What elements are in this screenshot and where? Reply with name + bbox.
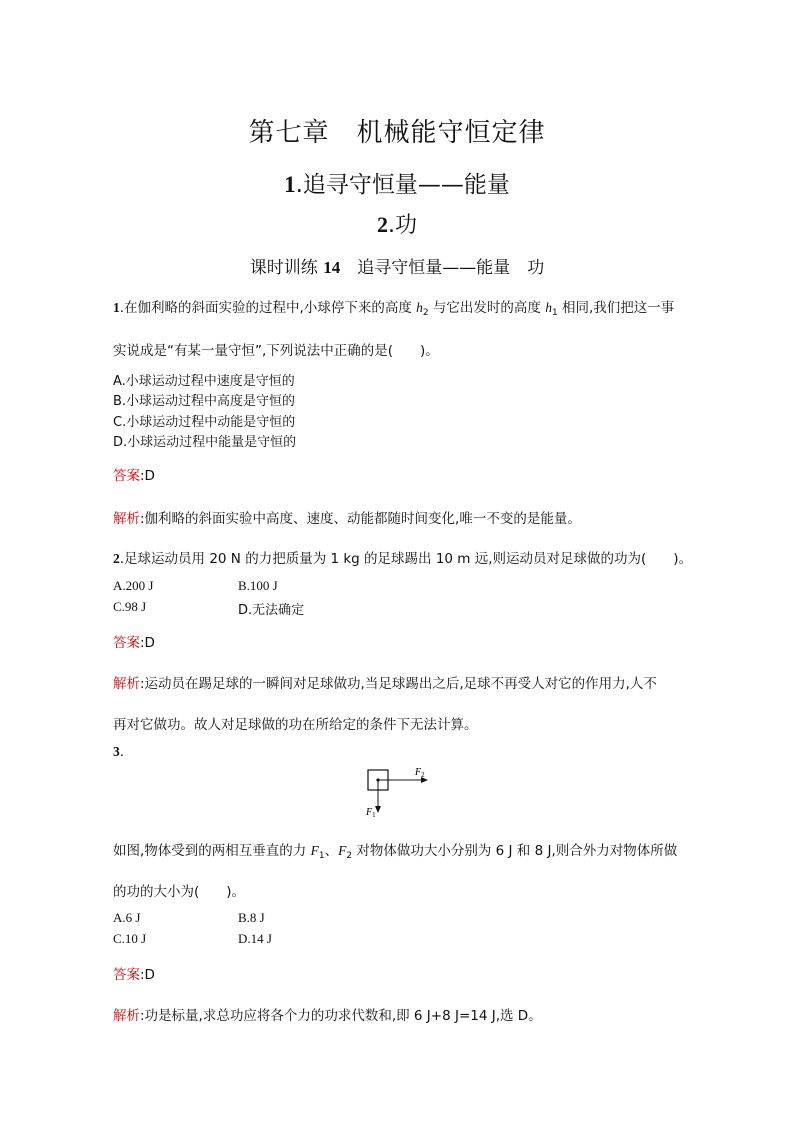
separator: 、: [324, 843, 339, 859]
q3-option-a: A.6 J: [113, 910, 141, 925]
force-f1-arrowhead: [375, 806, 381, 813]
section-text: .功: [388, 213, 417, 238]
question-number: 3: [113, 744, 120, 759]
answer-value: :D: [140, 468, 155, 484]
q2-analysis-line1: [113, 672, 657, 692]
q2-option-a: A.200 J: [113, 578, 154, 593]
q1-answer: [113, 464, 155, 484]
symbol-h: h: [545, 300, 552, 315]
subscript: 2: [422, 308, 429, 318]
lesson-number: 14: [323, 258, 341, 277]
analysis-label: 解析: [113, 511, 140, 527]
question-number: 2: [113, 551, 120, 566]
label-f2: $F_2$: [415, 767, 425, 779]
section-title-2: [0, 208, 794, 239]
analysis-text: :功是标量,求总功应将各个力的功求代数和,即 6 J+8 J=14 J,选 D。: [140, 1008, 542, 1024]
q2-stem: [113, 547, 692, 567]
subscript: 1: [551, 308, 558, 318]
q2-option-d: D.无法确定: [238, 603, 305, 618]
q3-analysis: [113, 1004, 542, 1024]
q1-text: 相同,我们把这一事: [557, 300, 675, 316]
lesson-suffix: 追寻守恒量——能量 功: [340, 258, 545, 278]
q2-analysis-line2: 再对它做功。故人对足球做的功在所给定的条件下无法计算。: [113, 717, 478, 733]
lesson-title: [0, 253, 794, 278]
q1-option-a: A.小球运动过程中速度是守恒的: [113, 374, 295, 389]
symbol-f: F: [338, 843, 347, 858]
symbol-h: h: [416, 300, 423, 315]
answer-label: 答案: [113, 635, 140, 651]
section-title-1: [0, 166, 794, 199]
answer-value: :D: [140, 635, 155, 651]
q2-answer: [113, 631, 155, 651]
question-dot: .: [119, 744, 125, 760]
subscript: 2: [346, 851, 353, 861]
q3-option-d: D.14 J: [238, 931, 272, 946]
q1-option-d: D.小球运动过程中能量是守恒的: [113, 435, 297, 450]
chapter-title: 第七章 机械能守恒定律: [248, 118, 546, 148]
section-text: .追寻守恒量——能量: [295, 172, 510, 198]
q1-stem-line2: 实说成是“有某一量守恒”,下列说法中正确的是( )。: [113, 343, 439, 359]
q1-text: 与它出发时的高度: [428, 300, 546, 316]
analysis-text: :伽利略的斜面实验中高度、速度、动能都随时间变化,唯一不变的是能量。: [140, 511, 581, 527]
analysis-text: :运动员在踢足球的一瞬间对足球做功,当足球踢出之后,足球不再受人对它的作用力,人不: [140, 676, 657, 692]
subscript: 1: [318, 851, 325, 861]
force-diagram: [360, 765, 440, 821]
lesson-prefix: 课时训练: [249, 258, 324, 278]
q1-stem-line1: [113, 296, 674, 316]
q3-stem-line1: [113, 839, 677, 859]
q3-number: [113, 744, 124, 760]
q3-answer: [113, 963, 155, 983]
q1-analysis: [113, 507, 581, 527]
q2-option-b: B.100 J: [238, 578, 278, 593]
q1-option-b: B.小球运动过程中高度是守恒的: [113, 394, 296, 409]
analysis-label: 解析: [113, 1008, 140, 1024]
answer-value: :D: [140, 967, 155, 983]
q1-option-c: C.小球运动过程中动能是守恒的: [113, 415, 296, 430]
q3-option-b: B.8 J: [238, 910, 265, 925]
section-number: 2: [377, 212, 388, 237]
answer-label: 答案: [113, 967, 140, 983]
answer-label: 答案: [113, 468, 140, 484]
q2-option-c: C.98 J: [113, 599, 147, 614]
q2-text: .足球运动员用 20 N 的力把质量为 1 kg 的足球踢出 10 m 远,则运动员对足球做的功为( )。: [119, 551, 693, 567]
section-number: 1: [284, 172, 296, 197]
q3-option-c: C.10 J: [113, 931, 147, 946]
symbol-f: F: [310, 843, 319, 858]
question-number: 1: [113, 300, 120, 315]
q3-text: 对物体做功大小分别为 6 J 和 8 J,则合外力对物体所做: [352, 843, 678, 859]
q3-stem-line2: 的功的大小为( )。: [113, 884, 246, 900]
q1-text: .在伽利略的斜面实验的过程中,小球停下来的高度: [119, 300, 417, 316]
q3-text: 如图,物体受到的两相互垂直的力: [113, 843, 311, 859]
analysis-label: 解析: [113, 676, 140, 692]
label-f1: $F_1$: [366, 807, 376, 819]
